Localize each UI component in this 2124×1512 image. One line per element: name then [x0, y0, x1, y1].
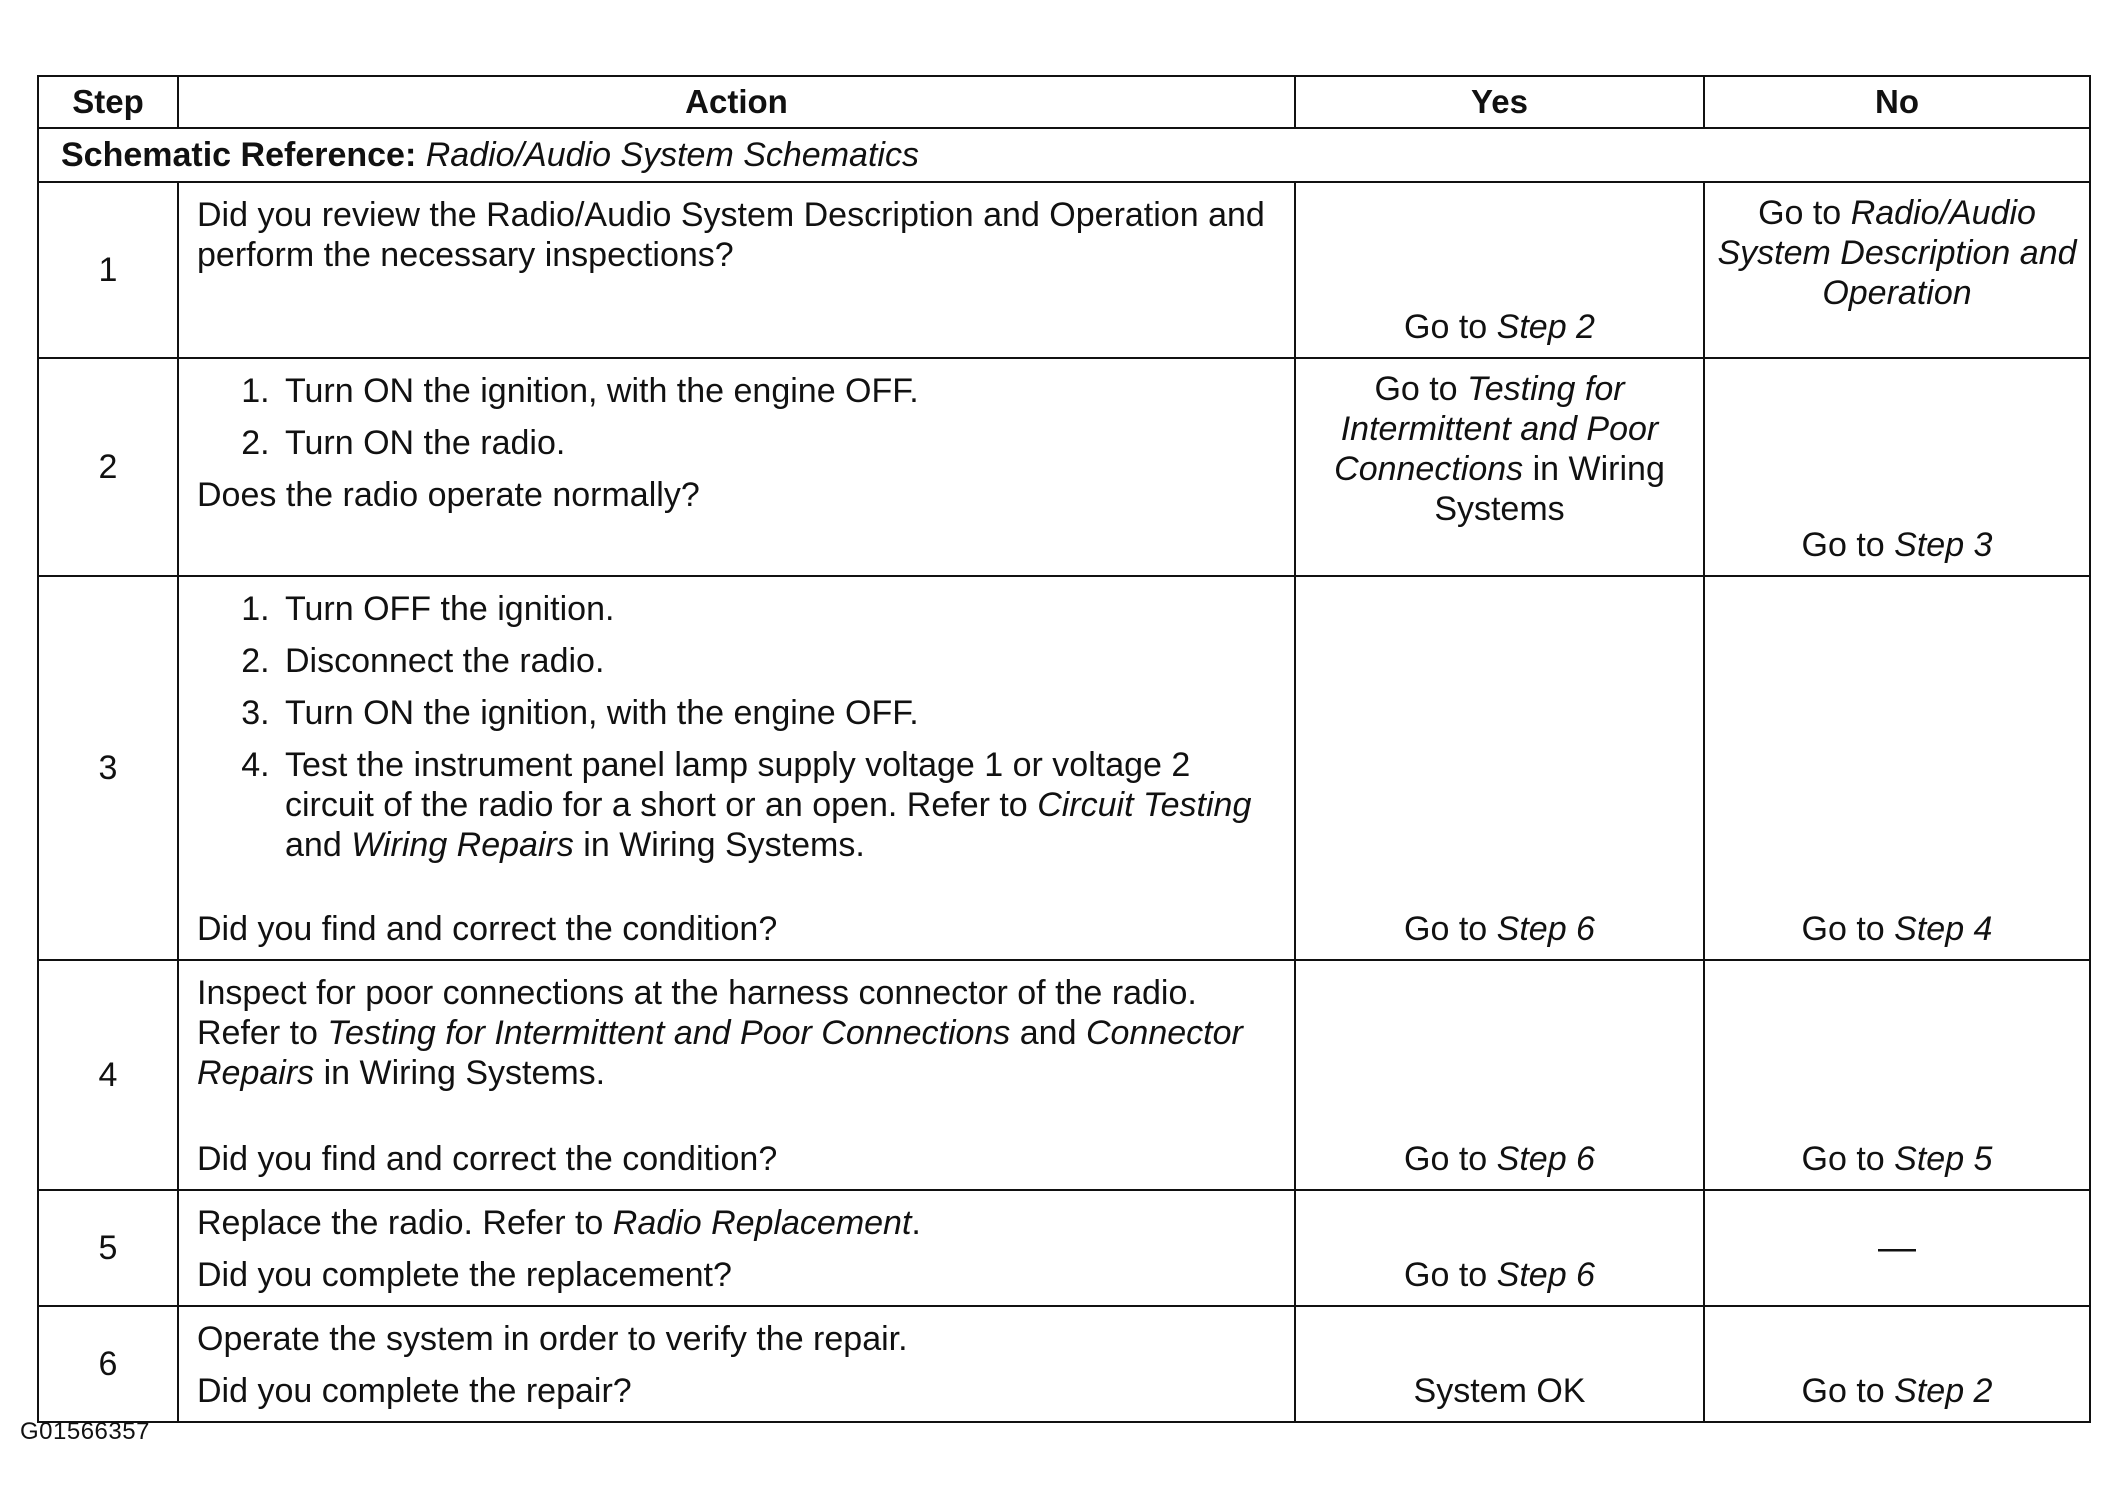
action-cell: [178, 1190, 1295, 1306]
table-row: [38, 182, 2090, 358]
question-text: Does the radio operate normally?: [197, 476, 700, 514]
header-action: Action: [178, 76, 1295, 128]
yes-cell: [1295, 576, 1704, 960]
connector-repairs-link[interactable]: Connector Repairs: [197, 1014, 1243, 1092]
yes-link[interactable]: Step 6: [1496, 1256, 1595, 1294]
substep-item: 1. Turn ON the ignition, with the engine OFF.: [279, 371, 1276, 411]
wiring-repairs-link[interactable]: Wiring Repairs: [351, 826, 574, 864]
no-prefix: Go to: [1758, 194, 1842, 232]
no-link[interactable]: Step 3: [1894, 526, 1993, 564]
action-cell: [178, 182, 1295, 358]
yes-cell: [1295, 960, 1704, 1190]
yes-cell: [1295, 182, 1704, 358]
question-text: Did you complete the replacement?: [197, 1256, 732, 1294]
header-no: No: [1704, 76, 2090, 128]
question-text: Did you complete the repair?: [197, 1372, 632, 1410]
yes-link[interactable]: Step 6: [1496, 1140, 1595, 1178]
action-paragraph: [197, 1203, 1276, 1243]
action-cell-box: [197, 973, 1276, 1179]
step-number: 2: [38, 358, 178, 576]
yes-link[interactable]: Step 6: [1496, 910, 1595, 948]
no-link[interactable]: Step 5: [1894, 1140, 1993, 1178]
table-row: [38, 576, 2090, 960]
table-row: [38, 960, 2090, 1190]
substep-item: 1. Turn OFF the ignition.: [279, 589, 1276, 629]
yes-prefix: Go to: [1404, 910, 1488, 948]
action-cell: [178, 1306, 1295, 1422]
question-text: Did you find and correct the condition?: [197, 910, 778, 948]
action-text: Replace the radio. Refer to: [197, 1204, 604, 1242]
no-dash: —: [1878, 1226, 1916, 1269]
yes-link[interactable]: Testing for Intermittent and Poor Connections: [1334, 370, 1659, 488]
substep-item: 3. Turn ON the ignition, with the engine OFF.: [279, 693, 1276, 733]
no-cell: [1704, 576, 2090, 960]
table-row: [38, 1306, 2090, 1422]
testing-intermittent-link[interactable]: Testing for Intermittent and Poor Connections: [327, 1014, 1011, 1052]
no-cell: [1704, 358, 2090, 576]
yes-suffix: in Wiring Systems: [1434, 450, 1665, 528]
step-number: 5: [38, 1190, 178, 1306]
no-cell: [1704, 182, 2090, 358]
action-suffix: in Wiring Systems.: [323, 1054, 606, 1092]
substep-item: 2. Turn ON the radio.: [279, 423, 1276, 463]
substep-text: Test the instrument panel lamp supply voltage 1 or voltage 2 circuit of the radio for a short or an open. Refer to: [285, 746, 1191, 824]
header-row: [38, 76, 2090, 128]
step-number: 3: [38, 576, 178, 960]
schematic-reference-cell: [38, 128, 2090, 182]
step-number: 6: [38, 1306, 178, 1422]
table-row: [38, 358, 2090, 576]
action-text: Did you review the Radio/Audio System Description and Operation and perform the necessary inspections?: [197, 196, 1265, 274]
no-prefix: Go to: [1801, 910, 1885, 948]
no-cell: [1704, 1190, 2090, 1306]
action-and: and: [1019, 1014, 1077, 1052]
schematic-reference-label: Schematic Reference:: [61, 136, 417, 174]
action-cell: [178, 960, 1295, 1190]
header-step: Step: [38, 76, 178, 128]
substep-item: [279, 745, 1276, 865]
radio-replacement-link[interactable]: Radio Replacement: [612, 1204, 912, 1242]
action-text: Inspect for poor connections at the harness connector of the radio. Refer to: [197, 974, 1197, 1052]
yes-prefix: Go to: [1404, 308, 1488, 346]
yes-prefix: Go to: [1404, 1256, 1488, 1294]
yes-cell: [1295, 1306, 1704, 1422]
table-row: [38, 1190, 2090, 1306]
figure-id: G01566357: [20, 1418, 150, 1445]
substep-suffix: in Wiring Systems.: [583, 826, 865, 864]
action-cell-box: [197, 589, 1276, 949]
no-prefix: Go to: [1801, 1140, 1885, 1178]
yes-cell: [1295, 1190, 1704, 1306]
no-link[interactable]: Step 4: [1894, 910, 1993, 948]
diagnostic-table: [37, 75, 2091, 1423]
action-text: Operate the system in order to verify the repair.: [197, 1320, 908, 1358]
yes-prefix: Go to: [1404, 1140, 1488, 1178]
action-cell: [178, 576, 1295, 960]
no-prefix: Go to: [1801, 1372, 1885, 1410]
step-number: 4: [38, 960, 178, 1190]
yes-text: System OK: [1413, 1372, 1586, 1410]
schematic-reference-link[interactable]: Radio/Audio System Schematics: [425, 136, 919, 174]
no-link[interactable]: Step 2: [1894, 1372, 1993, 1410]
action-suffix: .: [911, 1204, 921, 1242]
no-cell: [1704, 960, 2090, 1190]
substep-list: [197, 589, 1276, 865]
yes-link[interactable]: Step 2: [1496, 308, 1595, 346]
yes-cell: [1295, 358, 1704, 576]
substep-item: 2. Disconnect the radio.: [279, 641, 1276, 681]
yes-prefix: Go to: [1374, 370, 1458, 408]
no-link[interactable]: Radio/Audio System Description and Operation: [1717, 194, 2077, 312]
action-cell: [178, 358, 1295, 576]
schematic-reference-row: [38, 128, 2090, 182]
step-number: 1: [38, 182, 178, 358]
no-prefix: Go to: [1801, 526, 1885, 564]
no-cell: [1704, 1306, 2090, 1422]
substep-and: and: [285, 826, 342, 864]
header-yes: Yes: [1295, 76, 1704, 128]
substep-list: [197, 371, 1276, 463]
action-paragraph: [197, 973, 1276, 1093]
question-text: Did you find and correct the condition?: [197, 1140, 778, 1178]
circuit-testing-link[interactable]: Circuit Testing: [1037, 786, 1252, 824]
